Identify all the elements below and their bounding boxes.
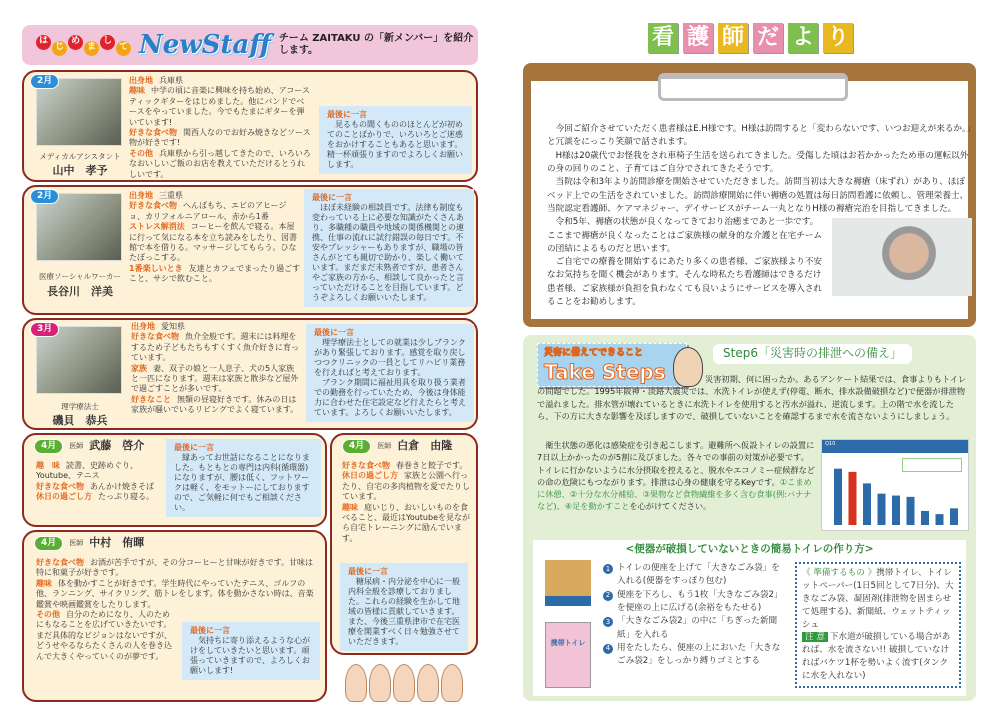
nurse-letter-title: [648, 23, 853, 53]
detail-text: 妻、双子の娘と一人息子、犬の5人家族と一匹になります。週末は家族と散歩など屋外で過ごすことが多いです。: [131, 363, 299, 394]
detail-row: [131, 322, 301, 332]
detail-text: 無類の昼寝好きです。休みの日は家族が騒いでいるリビングでよく寝ています。: [131, 394, 299, 415]
final-message-label: 最後に一言: [314, 328, 354, 337]
staff-name: 中村 侑暉: [89, 536, 145, 550]
staff-name: 武藤 啓介: [89, 439, 145, 453]
para2-tips: ①こまめに休憩、②十分な水分補給、③果物など食物繊維を多く含む食事(例:バナナなど)、④足を動かすこと: [537, 476, 812, 512]
final-message-text: ブランク期間に福祉用具を取り扱う業者での勤務を行っていたため、今後は身体能力に合わせた住宅設定など行えたらと考えています。よろしくお願いいたします。: [314, 378, 466, 417]
staff-card: [22, 70, 478, 182]
step-text: 便座を下ろし、もう1枚「大きなごみ袋2」を便座の上に広げる(余裕をもたせる): [617, 589, 783, 613]
step-number-icon: 2: [603, 591, 613, 601]
howto-steps: [603, 562, 785, 669]
staff-name: 白倉 由隆: [397, 439, 453, 453]
month-badge: 4月: [34, 536, 63, 551]
final-message-box: [306, 324, 474, 422]
nurse-paragraph: 今回ご紹介させていただく患者様はE.H様です。H様は訪問すると「変わらないです、いつお迎えが来るか。」と冗談をにっこり笑顔で話されます。: [547, 124, 971, 148]
final-message-box: [319, 106, 472, 174]
warning-text: 下水道が破損している場合があれば、水を流さない!! 破損していなければバケツ1杯を勢いよく流す(タンクに水を入れない): [802, 632, 951, 682]
para2-text: 衛生状態の悪化は感染症を引き起こします。避難所へ仮設トイレの設置に7日以上かかったのが5割に及びました。各々での事前の対策が必要です。トイレに行かないように水分摂取を控えると、脱水やエコノミー症候群などの命の危険にもつながります。排泄は心身の健康を守るKeyです。: [537, 440, 815, 487]
staff-card: [22, 318, 478, 430]
detail-text: 読書、史跡めぐり、Youtube、テニス: [36, 461, 138, 481]
final-message-label: 最後に一言: [348, 567, 388, 576]
final-message-text: ほぼ未経験の相談員です。法律も制度も変わっている上に必要な知識がたくさんあり、多職種の職員や地域の関係機関との連携、仕事の流れに試行錯誤の毎日です。不安やプレッシャーもありますが、職場の皆さんがとても親切で助かり、楽しく働いています。まだまだ未熟者ですが、患者さんやご家族の方から、相談して良かったと言っていただけることを目指しています。どうぞよろしくお願いいたします。: [312, 203, 464, 302]
detail-label: 1番楽しいとき: [129, 263, 183, 273]
detail-label: 好きな食べ物: [36, 481, 84, 491]
hajimemashite-logo: [36, 35, 131, 56]
detail-label: 家族: [131, 363, 147, 373]
detail-row: [342, 461, 470, 471]
detail-text: 家族と公園へ行ったり、自宅の多肉植物を愛でたりしています。: [342, 471, 470, 502]
nurse-letter-text: [547, 123, 972, 309]
final-message-box: [304, 189, 474, 307]
staff-card: [22, 433, 327, 527]
detail-row: [342, 471, 470, 502]
staff-card: [22, 185, 478, 315]
detail-row: [129, 76, 311, 86]
detail-row: [131, 395, 301, 416]
detail-label: その他: [36, 609, 60, 619]
cardboard-toilet-icon: [545, 560, 591, 606]
title-char: 看: [648, 23, 678, 53]
detail-text: 中学の頃に音楽に興味を持ち始め、アコースティックギターをはじめました。他にバンドでベースをやっていました。今でもたまにギターを弾いています!: [129, 86, 310, 127]
detail-row: [36, 579, 321, 610]
detail-row: [131, 332, 301, 363]
detail-text: 兵庫県: [159, 76, 183, 85]
staff-details: [129, 191, 301, 285]
detail-row: [36, 492, 161, 502]
step-text: トイレの便座を上げて「大きなごみ袋」を入れる(便器をすっぽり包む): [617, 563, 780, 587]
portable-toilet-package: [545, 622, 591, 688]
chart-question: Q10: [822, 440, 968, 453]
chart-bar: [892, 496, 900, 525]
detail-text: 庭いじり、おいしいものを食べること、最近はYoutubeを見ながら自宅トレーニングに励んでいます。: [342, 502, 470, 543]
disaster-paragraph-1: 災害初期、何に困ったか。あるアンケート結果では、食事よりもトイレの問題でした。1995年阪神・淡路大震災では、水洗トイレが使えず(停電、断水、排水設備破損など)で便器が排泄物で溢れました。排水管が壊れているときに水洗トイレを使用すると汚水が溢れ、逆流します。上の階で水を流したら、下の方に大きな影響を及ぼしますので、破損していないことを確認するまで水を流さないようにしましょう。: [537, 374, 967, 421]
detail-row: [36, 461, 161, 482]
detail-row: [129, 222, 301, 264]
clipboard: [523, 63, 976, 327]
staff-details: [36, 461, 161, 503]
month-badge: 2月: [30, 189, 59, 204]
prep-text: 携帯トイレ、トイレットペーパー(1日5回として7日分)、大きなごみ袋、凝固剤(排泄物を固まらせて処理する)、新聞紙、ウェットティッシュ: [802, 568, 954, 630]
detail-label: 好きなこと: [131, 394, 171, 404]
staff-role: 医療ソーシャルワーカー: [38, 272, 122, 281]
detail-text: へんばもち、エビのアヒージョ、カリフォルニアロール、赤から1番: [129, 201, 287, 221]
step-number-icon: 3: [603, 617, 613, 627]
month-badge: 2月: [30, 74, 59, 89]
step-text: 「大きなごみ袋2」の中に「ちぎった新聞紙」を入れる: [617, 616, 778, 640]
detail-row: [36, 558, 321, 579]
month-badge: 3月: [30, 322, 59, 337]
staff-group-illustration: [345, 658, 465, 702]
detail-text: 関西人なのでお好み焼きなどソース物が好きです!: [129, 127, 311, 148]
nurse-paragraph: ご自宅での療養を開始するにあたり多くの患者様、ご家族様より不安なお気持ちを聞く機会があります。そんな時私たち看護師はできるだけ患者様、ご家族様が負担を負わなくても良いようにサービスを導入されることをお勧めします。: [547, 257, 823, 308]
badge-top-text: 災害に備えてできること: [544, 348, 644, 358]
chart-bar: [950, 508, 958, 525]
detail-label: 休日の過ごし方: [36, 492, 92, 502]
final-message-text: 見るもの聞くもののほとんどが初めてのことばかりで、いろいろとご迷惑をおかけすることもあると思います。精一杯頑張りますのでよろしくお願いします。: [327, 120, 463, 169]
detail-label: 出身地: [129, 76, 153, 85]
title-char: だ: [753, 23, 783, 53]
detail-label: 趣味: [342, 502, 358, 512]
title-char: 護: [683, 23, 713, 53]
detail-text: 友達とカフェでまったり過ごすこと、サシで飲むこと。: [129, 263, 301, 284]
howto-step: [603, 642, 785, 669]
staff-role: メディカルアシスタント: [39, 152, 121, 161]
staff-heading: [34, 439, 144, 454]
preparation-box: [795, 562, 961, 688]
detail-row: [342, 503, 470, 545]
final-message-text: 理学療法士としての就業は少しブランクがあり緊張しております。感覚を取り戻しつつクリニックの一員としてリハビリ業務を行えればと考えております。: [314, 338, 466, 377]
newstaff-logo: NewStaff: [139, 29, 271, 60]
final-message-text: 縁あってお世話になることになりました。もともとの専門は内科(循環器)になりますが、腰は低く、フットワークは軽く、をモットーにしておりますので、ご気軽に何でもご相談ください。: [174, 453, 310, 512]
detail-label: 好きな食べ物: [36, 558, 84, 567]
staff-name: 山中 孝予: [52, 164, 108, 177]
take-steps-section: [523, 335, 976, 701]
final-message-box: [340, 563, 468, 651]
warning-badge: 注 意: [802, 632, 828, 642]
staff-heading: [34, 536, 144, 551]
detail-row: [129, 128, 311, 149]
step-number-icon: 1: [603, 564, 613, 574]
staff-heading: [342, 439, 452, 454]
howto-step: [603, 589, 785, 616]
detail-label: 好きな食べ物: [129, 127, 177, 137]
detail-text: 体を動かすことが好きです。学生時代にやっていたテニス、ゴルフの他、ランニング、サイクリング、筋トレをします。体を動かさない時は、音楽鑑賞や映画鑑賞をしたりします。: [36, 578, 314, 609]
detail-label: 休日の過ごし方: [342, 471, 398, 481]
detail-label: 趣味: [129, 86, 145, 96]
hajime-char: め: [68, 35, 83, 50]
chart-bar: [907, 497, 915, 525]
package-label: 携帯トイレ: [550, 639, 586, 647]
chart-bar: [834, 469, 842, 525]
staff-details: [129, 76, 311, 180]
title-char: 師: [718, 23, 748, 53]
step-number-icon: 4: [603, 644, 613, 654]
detail-text: 兵庫県から引っ越してきたので、いろいろなおいしいご飯のお店を教えていただけるとうれしいです。: [129, 148, 311, 179]
staff-details: [342, 461, 470, 544]
detail-text: お酒が苦手ですが、その分コーヒーと甘味が好きです。甘味は特に和菓子が好きです。: [36, 558, 314, 578]
step-title: Step6「災害時の排泄への備え」: [713, 344, 912, 364]
staff-role: 医師: [377, 441, 392, 450]
clipboard-clip: [658, 73, 848, 101]
detail-label: 好きな食べ物: [131, 332, 179, 342]
survey-chart: [821, 439, 969, 531]
final-message-text: 気持ちに寄り添えるような心がけをしていきたいと思います。頑張っていきますので、よろしくお願いします!: [190, 636, 310, 675]
detail-text: あんかけ焼きそば: [90, 481, 154, 491]
clipboard-paper: [531, 81, 971, 319]
detail-row: [129, 149, 311, 180]
nurse-paragraph: H様は20歳代でお怪我をされ車椅子生活を送られてきました。受傷した頃はお若かかったため車の運転以外の身の回りのこと、子育てはご自分でされてきたそうです。: [547, 150, 969, 174]
staff-role: 医師: [69, 538, 84, 547]
final-message-label: 最後に一言: [312, 193, 352, 202]
detail-label: 出身地: [129, 191, 153, 200]
detail-text: 三重県: [159, 191, 183, 200]
newstaff-header: [22, 25, 478, 65]
detail-row: [36, 482, 161, 492]
staff-name: 長谷川 洋美: [47, 285, 113, 298]
staff-details: [131, 322, 301, 416]
howto-step: [603, 615, 785, 642]
staff-role: 医師: [69, 441, 84, 450]
detail-text: 自分のためになり、人のためにもなることを広げていきたいです。まだ具体的なビジョンはないですが、どうせやるならたくさんの人を巻き込んで大きくやっていくのが夢です。: [36, 609, 172, 661]
detail-row: [131, 364, 301, 395]
detail-text: 春巻きと餃子です。: [396, 461, 468, 470]
newstaff-subtitle: チーム ZAITAKU の「新メンバー」を紹介します。: [278, 33, 474, 56]
title-char: り: [823, 23, 853, 53]
detail-text: コーヒーを飲んで寝る。本屋に行って気になる本を立ち読みをしたり、図書館で本を借りる。マッサージしてもらう。ひなたぼっこする。: [129, 222, 297, 263]
nurse-paragraph: 令和5年、褥瘡の状態が良くなってきており治癒まであと一歩です。ここまで褥瘡が良くなったことはご家族様の献身的な介護と在宅チームの団結によるものだと思います。: [547, 217, 823, 254]
hajime-char: じ: [52, 41, 67, 56]
hajime-char: て: [116, 41, 131, 56]
staff-name: 磯貝 恭兵: [52, 414, 108, 427]
hajime-char: し: [100, 35, 115, 50]
chart-bar: [863, 483, 871, 525]
disaster-paragraph-2: [537, 439, 815, 513]
detail-text: 魚介全般です。週末には料理をするため子どもたちもすくすく魚介好きに育っています。: [131, 332, 299, 363]
final-message-label: 最後に一言: [327, 110, 367, 119]
final-message-label: 最後に一言: [190, 626, 230, 635]
detail-row: [129, 264, 301, 285]
chart-bar: [878, 494, 886, 525]
final-message-text: 糖尿病・内分泌を中心に一般内科全般を診療しておりました。これらの経験を生かして地域の皆様に貢献していきます。また、今後三重県津市で在宅医療を開業すべく日々勉強させていただきます。: [348, 577, 460, 646]
simple-toilet-guide: [533, 540, 966, 696]
hajime-char: ま: [84, 41, 99, 56]
title-char: よ: [788, 23, 818, 53]
detail-label: 好きな食べ物: [342, 461, 390, 470]
final-message-box: [182, 622, 320, 680]
detail-label: 趣味: [36, 578, 52, 588]
detail-row: [129, 201, 301, 222]
month-badge: 4月: [34, 439, 63, 454]
detail-label: 好きな食べ物: [129, 201, 177, 211]
step-text: 用をたしたら、便座の上においた「大きなごみ袋2」をしっかり縛りゴミとする: [617, 642, 781, 667]
prep-label: 《 準備するもの 》: [802, 568, 877, 578]
detail-row: [129, 191, 301, 201]
detail-text: 愛知県: [161, 322, 185, 331]
detail-row: [129, 86, 311, 128]
chart-bar: [849, 472, 857, 525]
detail-row: [36, 610, 176, 662]
chart-bar: [936, 514, 944, 525]
staff-role: 理学療法士: [61, 402, 99, 411]
howto-title: <便器が破損していないときの簡易トイレの作り方>: [625, 543, 874, 555]
detail-label: 趣 味: [36, 461, 60, 470]
final-message-label: 最後に一言: [174, 443, 214, 452]
staff-card: [22, 530, 327, 702]
detail-label: その他: [129, 148, 153, 158]
chart-bar: [921, 511, 929, 525]
staff-card: [330, 433, 478, 655]
hajime-char: は: [36, 35, 51, 50]
detail-label: 出身地: [131, 322, 155, 331]
detail-text: たっぷり寝る。: [98, 492, 154, 502]
month-badge: 4月: [342, 439, 371, 454]
patient-photo: [832, 218, 972, 296]
howto-step: [603, 562, 785, 589]
final-message-box: [166, 439, 321, 517]
chart-source-box: [902, 458, 962, 472]
detail-label: ストレス解消法: [129, 222, 185, 232]
badge-main-text: Take Steps: [544, 360, 666, 384]
para2-end: を心がけてください。: [629, 501, 712, 512]
nurse-paragraph: 当院は令和3年より訪問診療を開始させていただきました。訪問当初は大きな褥瘡（床ずれ）があり、ほぼベッド上での生活をされていました。訪問診療開始に伴い褥瘡の処置は毎日訪問看護に依頼し、管理栄養士、当院認定看護師、ケアマネジャー、デイサービスがチーム一丸となりH様の褥瘡完治を目指してきました。: [547, 177, 969, 214]
